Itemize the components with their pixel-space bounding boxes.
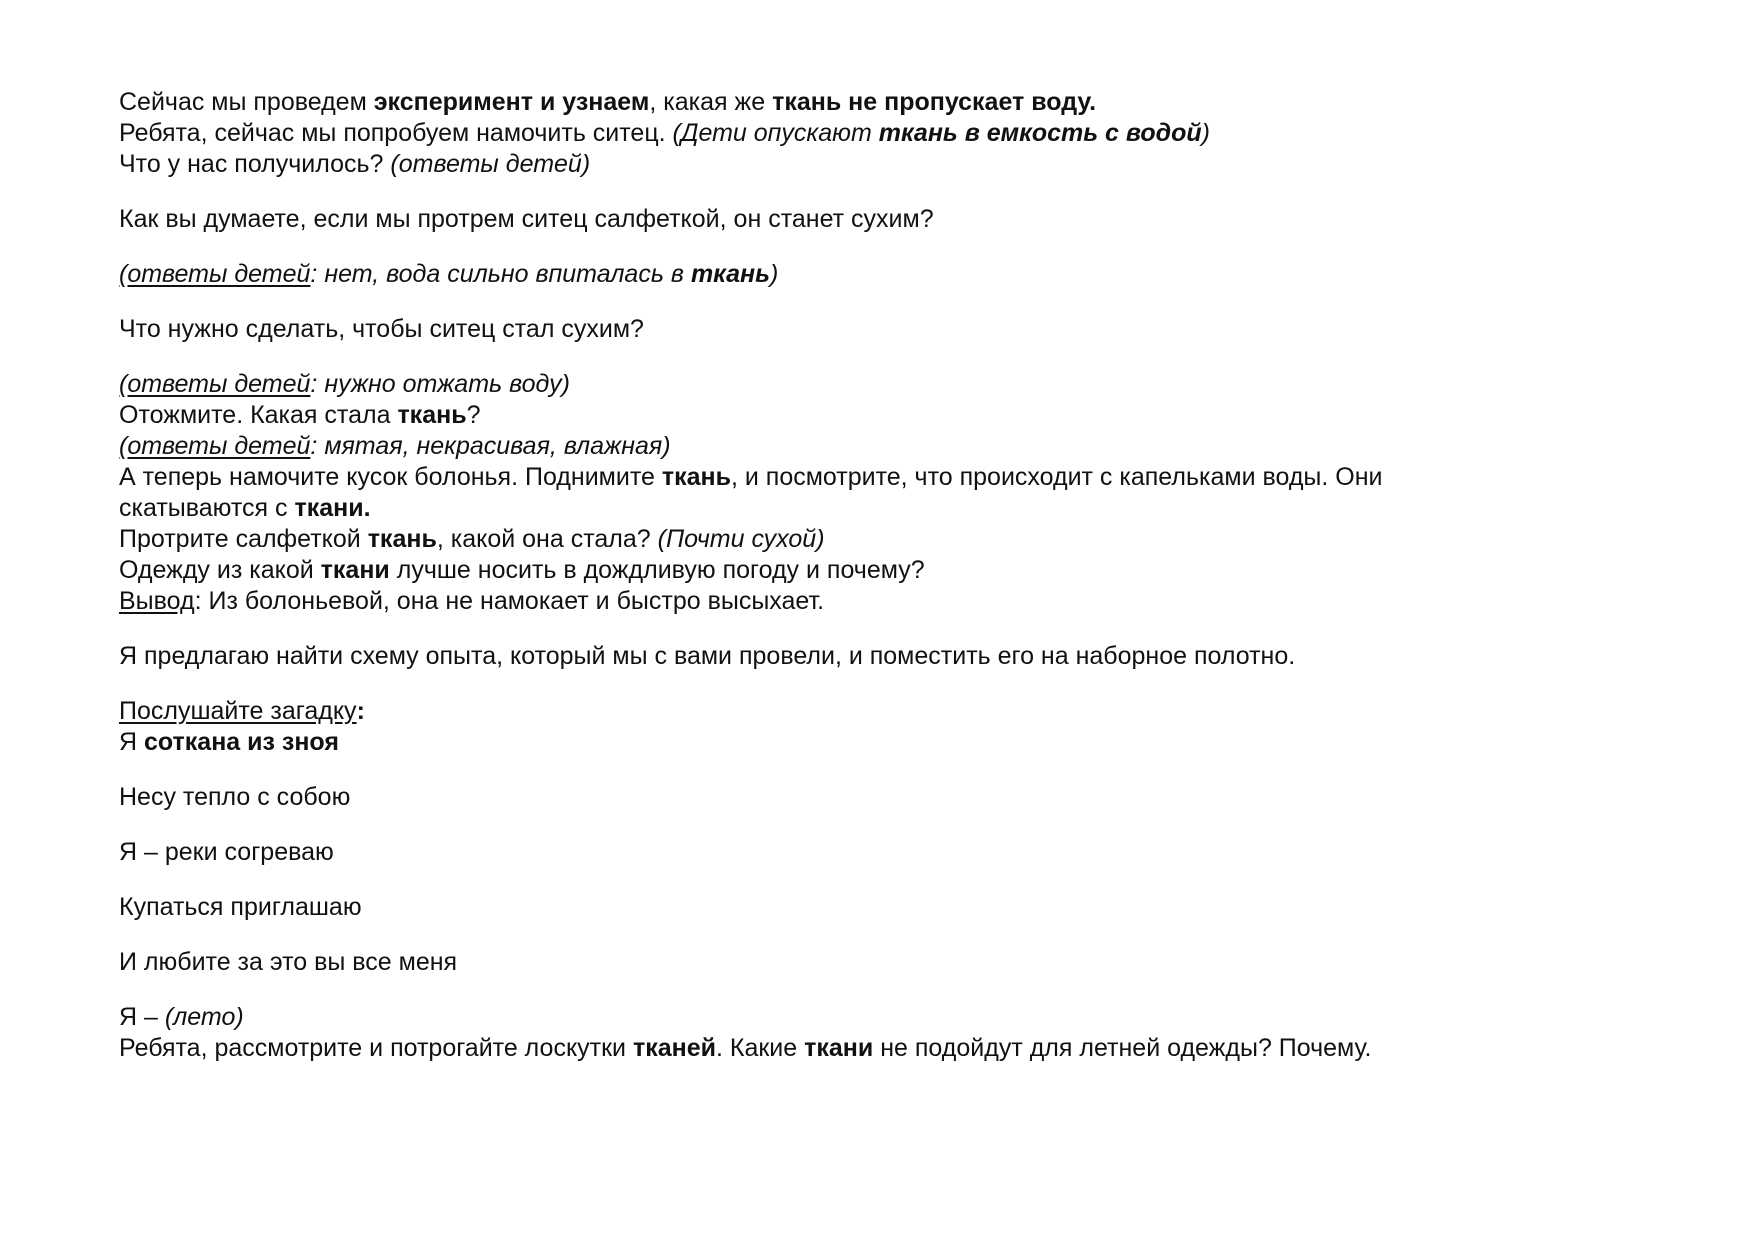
text-line (119, 555, 1679, 586)
text-line (119, 892, 1679, 923)
text-run: ткани (320, 556, 390, 584)
text-run: Ребята, сейчас мы попробуем намочить ситец. (119, 119, 673, 147)
text-line (119, 118, 1679, 149)
text-run: Сейчас мы проведем (119, 88, 374, 116)
text-line (119, 696, 1679, 727)
text-line (119, 87, 1679, 118)
text-run: ) (770, 260, 779, 288)
text-run: (ответы детей) (390, 150, 591, 178)
text-run: ткань (661, 463, 731, 491)
text-run: не подойдут для летней одежды? Почему. (873, 1034, 1372, 1062)
text-run: Послушайте загадку (119, 697, 357, 725)
text-run: : нужно отжать воду) (310, 370, 570, 398)
text-run: Я – реки согреваю (119, 838, 334, 866)
text-line (119, 493, 1679, 524)
text-run: (Почти сухой) (657, 525, 825, 553)
text-line (119, 782, 1679, 813)
text-run: Я (119, 728, 144, 756)
text-run: Отожмите. Какая стала (119, 401, 398, 429)
text-run: Я – (119, 1003, 165, 1031)
text-run: ткани (804, 1034, 874, 1062)
text-run: (ответы детей (119, 260, 311, 288)
text-run: Протрите салфеткой (119, 525, 368, 553)
text-run: И любите за это вы все меня (119, 948, 458, 976)
text-run: : (356, 697, 365, 725)
text-run: ткани. (294, 494, 371, 522)
text-run: , и посмотрите, что происходит с капельками воды. Они (730, 463, 1383, 491)
text-run: ткань (397, 401, 467, 429)
text-run: лучше носить в дождливую погоду и почему? (389, 556, 925, 584)
text-run: Я предлагаю найти схему опыта, который мы с вами провели, и поместить его на наборное полотно. (119, 642, 1296, 670)
text-run: ткань (690, 260, 770, 288)
text-run: Одежду из какой (119, 556, 321, 584)
text-run: (Дети опускают (672, 119, 879, 147)
text-line (119, 837, 1679, 868)
text-run: : нет, вода сильно впиталась в (310, 260, 691, 288)
text-line (119, 314, 1679, 345)
text-line (119, 431, 1679, 462)
text-run: Как вы думаете, если мы протрем ситец салфеткой, он станет сухим? (119, 205, 934, 233)
text-run: Купаться приглашаю (119, 893, 362, 921)
text-run: : мятая, некрасивая, влажная) (310, 432, 671, 460)
text-run: ? (466, 401, 481, 429)
text-run: . Какие (716, 1034, 805, 1062)
text-line (119, 369, 1679, 400)
text-run: эксперимент и узнаем (373, 88, 650, 116)
text-run: Ребята, рассмотрите и потрогайте лоскутки (119, 1034, 633, 1062)
text-run: (ответы детей (119, 370, 311, 398)
text-line (119, 586, 1679, 617)
text-run: ткань не пропускает воду. (772, 88, 1097, 116)
text-line (119, 727, 1679, 758)
text-run: тканей (632, 1034, 717, 1062)
text-line (119, 1033, 1679, 1064)
text-run: Что у нас получилось? (119, 150, 391, 178)
text-line (119, 524, 1679, 555)
text-run: (лето) (164, 1003, 244, 1031)
text-run: Что нужно сделать, чтобы ситец стал сухим? (119, 315, 644, 343)
text-run: скатываются с (119, 494, 295, 522)
text-run: Несу тепло с собою (119, 783, 351, 811)
text-line (119, 947, 1679, 978)
text-run: , какая же (649, 88, 773, 116)
text-run: (ответы детей (119, 432, 311, 460)
text-line (119, 1002, 1679, 1033)
text-line (119, 204, 1679, 235)
text-line (119, 259, 1679, 290)
text-line (119, 641, 1679, 672)
text-run: ) (1201, 119, 1210, 147)
text-run: ткань (367, 525, 437, 553)
text-line (119, 149, 1679, 180)
text-run: , какой она стала? (436, 525, 658, 553)
text-run: Вывод (119, 587, 195, 615)
text-run: ткань в емкость с водой (878, 119, 1202, 147)
text-line (119, 400, 1679, 431)
text-run: соткана из зноя (144, 728, 339, 756)
document-body (119, 87, 1679, 1064)
text-line (119, 462, 1679, 493)
text-run: : Из болоньевой, она не намокает и быстро высыхает. (194, 587, 825, 615)
text-run: А теперь намочите кусок болонья. Поднимите (119, 463, 662, 491)
